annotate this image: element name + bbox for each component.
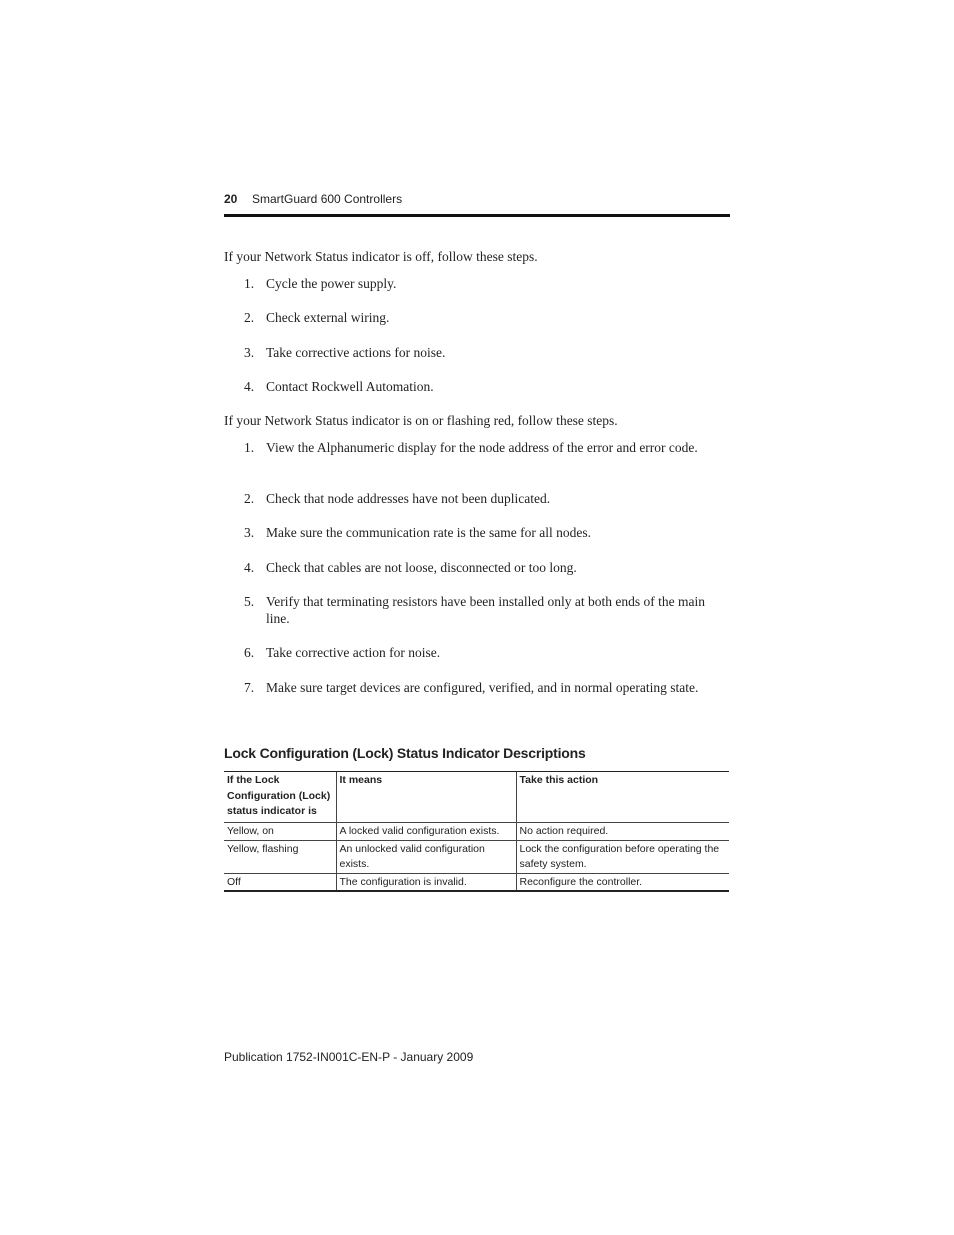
off-intro: If your Network Status indicator is off, follow these steps. — [224, 249, 538, 264]
step-text: Cycle the power supply. — [266, 276, 397, 291]
red-step-4 — [244, 559, 730, 576]
step-text: Contact Rockwell Automation. — [266, 379, 434, 394]
red-step-3 — [244, 524, 730, 541]
table-row — [224, 823, 729, 841]
step-number: 1. — [244, 276, 255, 291]
column-header: Take this action — [516, 772, 729, 823]
off-step-2 — [244, 309, 730, 326]
table-row — [224, 840, 729, 873]
step-text: Take corrective actions for noise. — [266, 345, 446, 360]
table-cell: An unlocked valid configuration exists. — [336, 840, 516, 873]
step-text: Check that cables are not loose, disconnected or too long. — [266, 560, 577, 575]
section-title: Lock Configuration (Lock) Status Indicator Descriptions — [224, 745, 586, 761]
red-step-2 — [244, 490, 730, 507]
page-header — [224, 192, 730, 218]
step-number: 4. — [244, 379, 255, 394]
column-header: It means — [336, 772, 516, 823]
step-text: Make sure the communication rate is the same for all nodes. — [266, 525, 592, 540]
step-text: Verify that terminating resistors have been installed only at both ends of the main line. — [266, 594, 706, 626]
step-number: 7. — [244, 680, 255, 695]
table-cell: Off — [224, 873, 336, 891]
step-text: Check external wiring. — [266, 310, 390, 325]
step-number: 6. — [244, 645, 255, 660]
step-text: Take corrective action for noise. — [266, 645, 441, 660]
step-number: 2. — [244, 491, 255, 506]
step-text: View the Alphanumeric display for the node address of the error and error code. — [266, 440, 698, 455]
table-cell: The configuration is invalid. — [336, 873, 516, 891]
red-step-7 — [244, 679, 730, 696]
red-step-5 — [244, 593, 730, 627]
page-number: 20 — [224, 192, 238, 206]
step-number: 1. — [244, 440, 255, 455]
off-step-4 — [244, 378, 730, 395]
step-number: 5. — [244, 594, 255, 609]
page-footer: Publication 1752-IN001C-EN-P - January 2009 — [224, 1050, 474, 1064]
table-cell: Yellow, on — [224, 823, 336, 841]
step-number: 2. — [244, 310, 255, 325]
table-cell: Reconfigure the controller. — [516, 873, 729, 891]
table-header-row — [224, 772, 729, 823]
table-cell: No action required. — [516, 823, 729, 841]
lock-status-table — [224, 771, 729, 892]
step-number: 3. — [244, 525, 255, 540]
header-rule — [224, 214, 730, 217]
column-header: If the Lock Configuration (Lock) status indicator is — [224, 772, 336, 823]
red-step-6 — [244, 644, 730, 661]
table-cell: Lock the configuration before operating the safety system. — [516, 840, 729, 873]
red-step-1 — [244, 439, 730, 456]
table-cell: Yellow, flashing — [224, 840, 336, 873]
off-step-1 — [244, 275, 730, 292]
running-title: SmartGuard 600 Controllers — [252, 192, 403, 206]
step-text: Check that node addresses have not been duplicated. — [266, 491, 551, 506]
table-row — [224, 873, 729, 891]
red-intro: If your Network Status indicator is on or flashing red, follow these steps. — [224, 413, 618, 428]
table-cell: A locked valid configuration exists. — [336, 823, 516, 841]
step-text: Make sure target devices are configured, verified, and in normal operating state. — [266, 680, 699, 695]
step-number: 4. — [244, 560, 255, 575]
step-number: 3. — [244, 345, 255, 360]
off-step-3 — [244, 344, 730, 361]
